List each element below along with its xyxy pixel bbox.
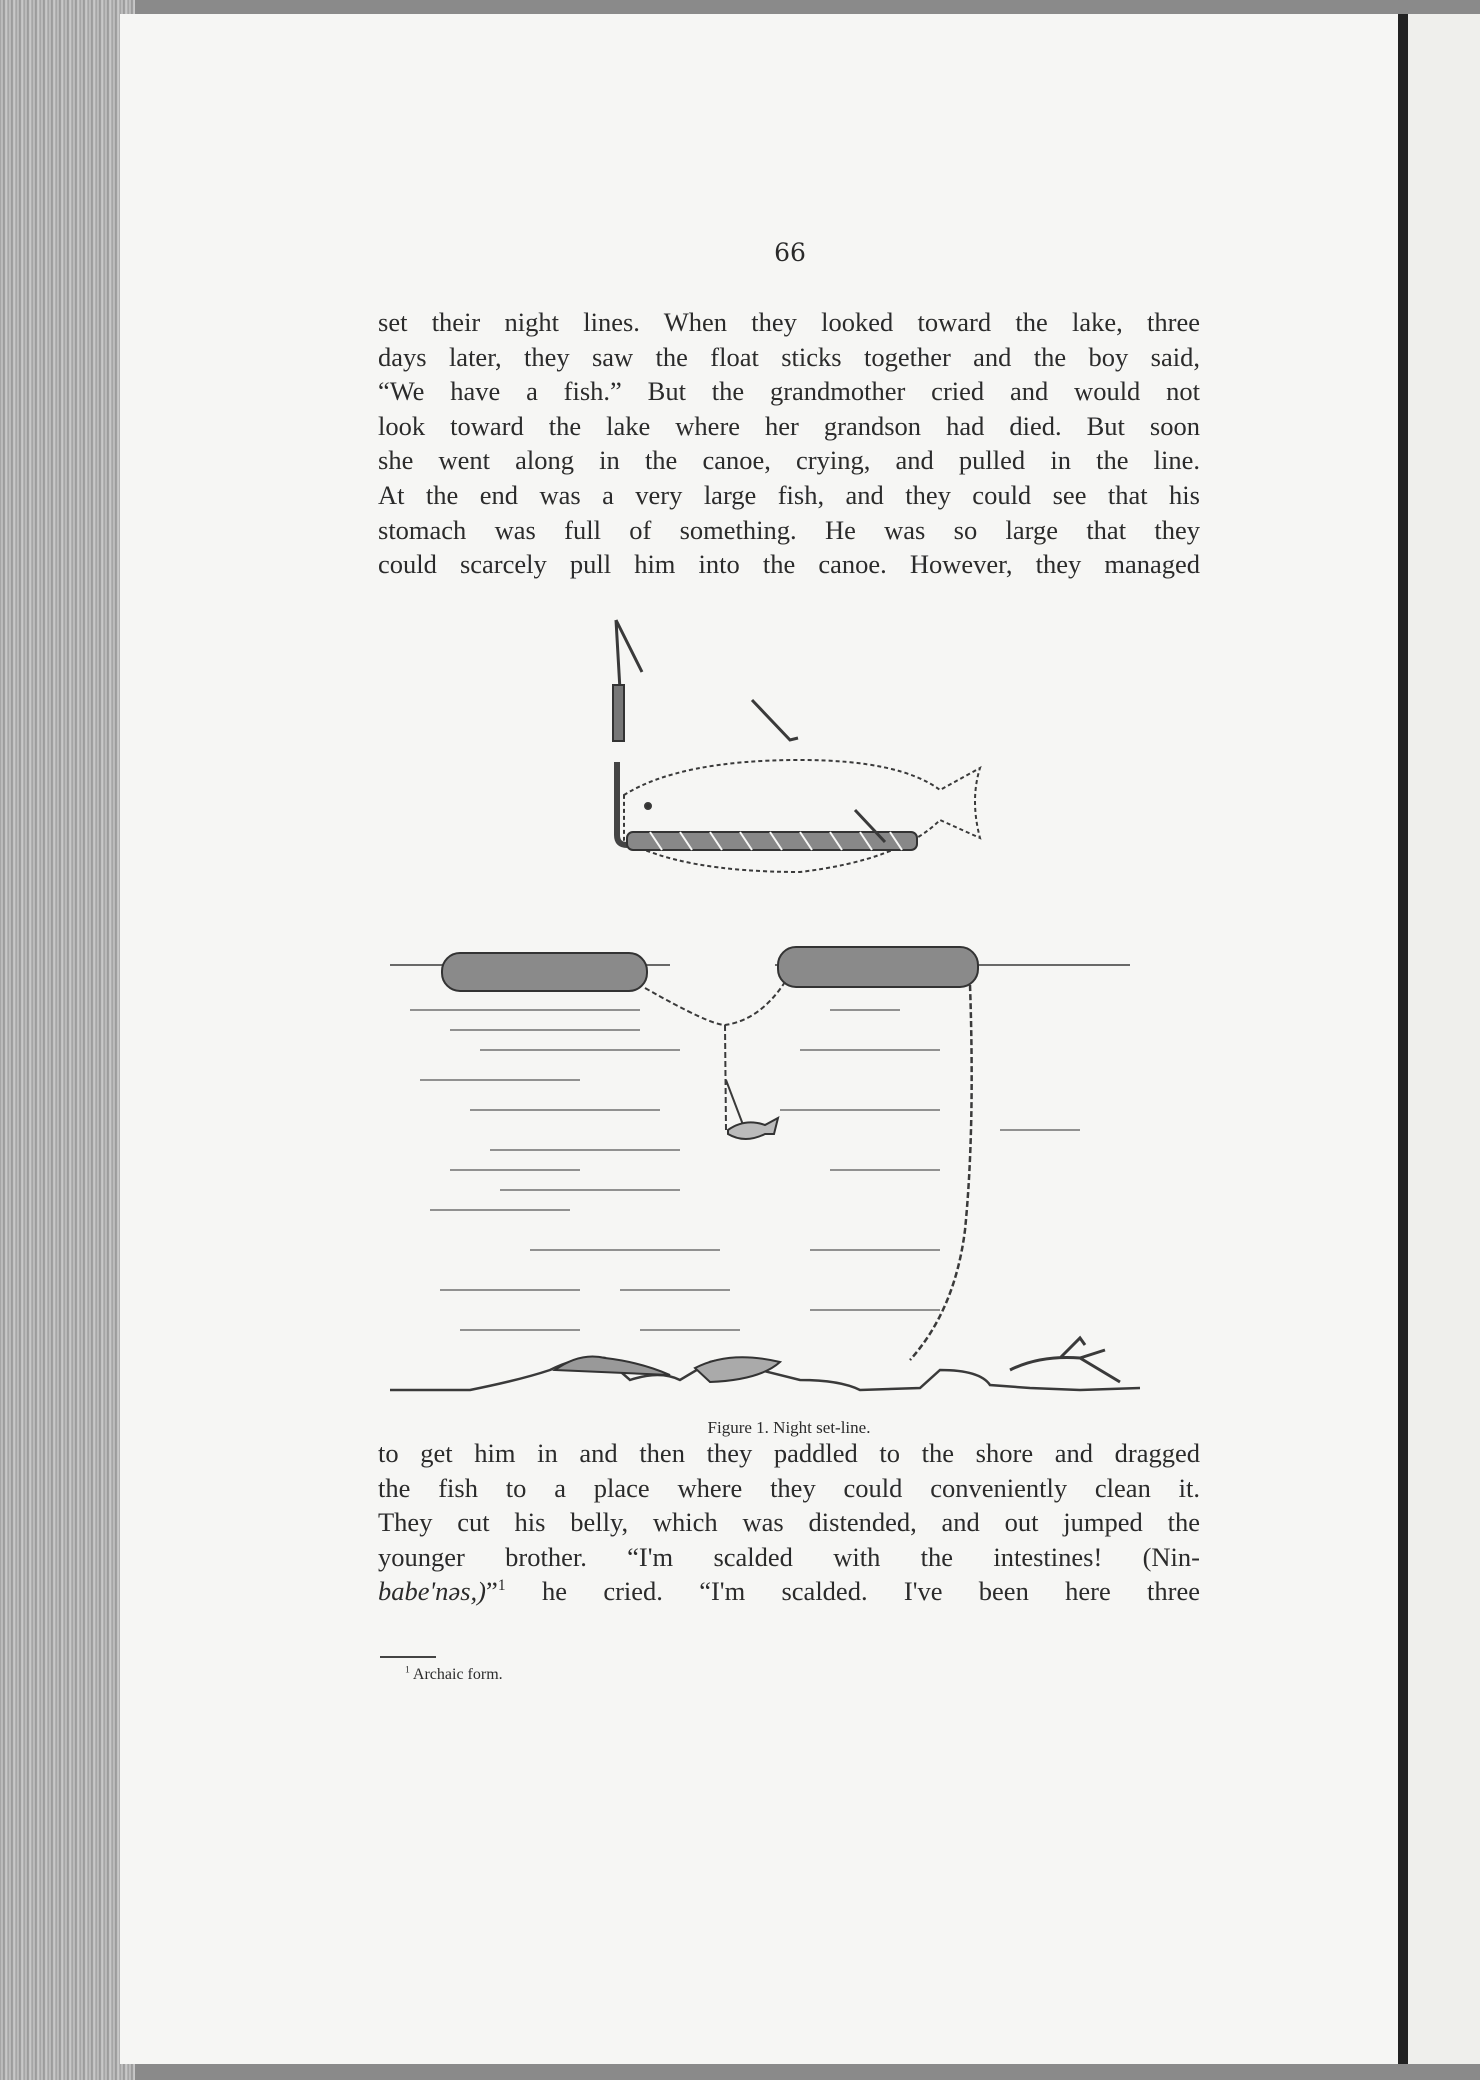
text-line: “We have a fish.” But the grandmother cried and would not	[378, 376, 1200, 407]
paragraph-2	[378, 1436, 1200, 1609]
text-line: At the end was a very large fish, and they could see that his	[378, 479, 1200, 510]
footnote-text: Archaic form.	[412, 1666, 503, 1683]
text-line: younger brother. “I'm scalded with the intestines! (Nin-	[378, 1541, 1200, 1572]
text-line: They cut his belly, which was distended, and out jumped the	[378, 1507, 1200, 1538]
footnote-reference: 1	[497, 1577, 506, 1595]
footnote-marker: 1	[405, 1664, 410, 1676]
footnote	[405, 1666, 503, 1684]
text-line: could scarcely pull him into the canoe. However, they managed	[378, 549, 1200, 580]
text-line: days later, they saw the float sticks together and the boy said,	[378, 341, 1200, 372]
text-line	[378, 1574, 1200, 1609]
paragraph-1	[378, 305, 1200, 582]
footnote-divider	[380, 1656, 436, 1658]
night-set-line-illustration	[380, 610, 1200, 1410]
text-line: stomach was full of something. He was so large that they	[378, 514, 1200, 545]
page-number: 66	[774, 238, 806, 267]
italic-word: babe'nəs,)	[378, 1576, 486, 1607]
next-page-edge	[1408, 14, 1480, 2064]
line-rest: he cried. “I'm scalded. I've been here three	[505, 1576, 1200, 1607]
text-line: the fish to a place where they could conveniently clean it.	[378, 1472, 1200, 1503]
page-gutter	[1398, 14, 1408, 2064]
text-line: look toward the lake where her grandson had died. But soon	[378, 410, 1200, 441]
text-line: to get him in and then they paddled to the shore and dragged	[378, 1438, 1200, 1468]
text-line: set their night lines. When they looked toward the lake, three	[378, 307, 1200, 337]
closing-quote: ”	[485, 1576, 498, 1607]
text-line: she went along in the canoe, crying, and pulled in the line.	[378, 445, 1200, 476]
figure-caption: Figure 1. Night set-line.	[707, 1418, 871, 1437]
book-page-edges	[0, 0, 135, 2080]
